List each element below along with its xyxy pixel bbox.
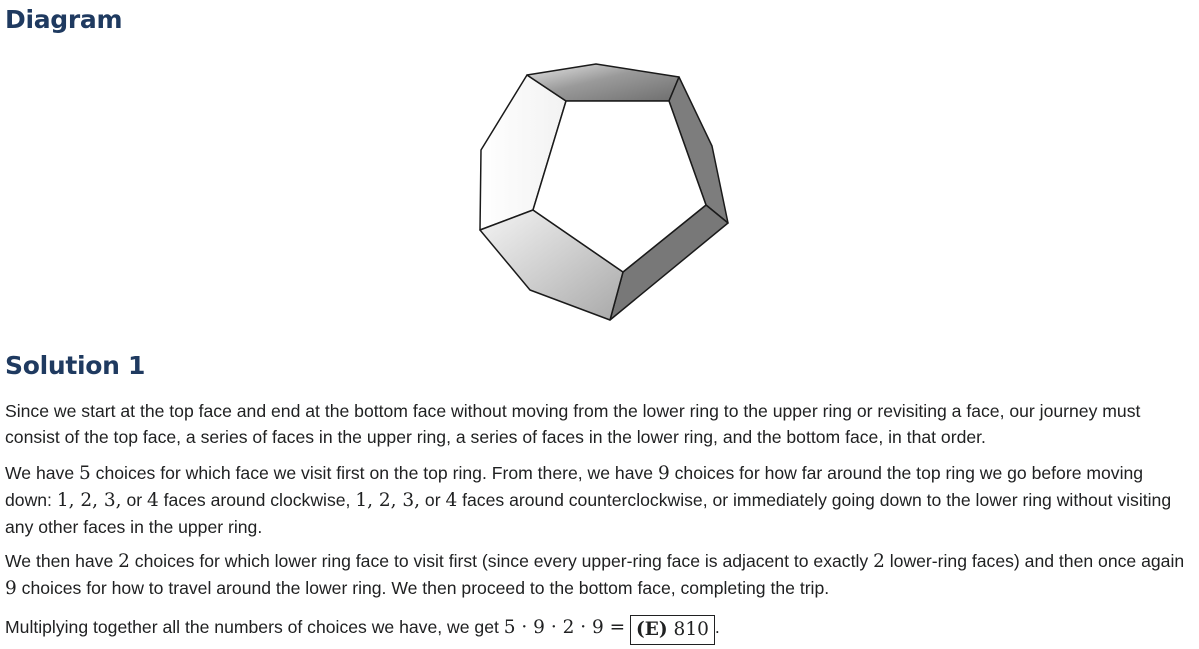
math-expression: 4 — [445, 490, 458, 511]
math-expression: 2 — [873, 551, 885, 572]
answer-value: 810 — [673, 619, 709, 640]
solution-paragraph-3: We then have 2 choices for which lower ring face to visit first (since every upper-ring face is adjacent to exactly 2 lower-ring faces) and then once again 9 choices for how to travel around the lower ring. We then proceed to the bottom face, completing the trip. — [5, 551, 1185, 599]
math-expression: 1, 2, 3, — [355, 490, 421, 511]
solution-paragraph-2: We have 5 choices for which face we visit first on the top ring. From there, we have 9 choices for how far around the top ring we go before moving down: 1, 2, 3, or 4 faces around clockwise, 1, 2, 3, or 4 faces around counterclockwise, or immediately going down to the lower ring without visiting any other faces in the upper ring. — [5, 463, 1172, 537]
math-expression: 5 — [79, 463, 91, 484]
math-expression: 9 — [5, 578, 17, 599]
answer-letter: (E) — [636, 619, 668, 640]
diagram-heading: Diagram — [5, 5, 123, 34]
boxed-answer — [630, 615, 715, 645]
math-expression: 2 — [118, 551, 130, 572]
math-expression: 4 — [146, 490, 159, 511]
math-expression: 1, 2, 3, — [56, 490, 122, 511]
math-expression: 9 — [657, 463, 670, 484]
solution-paragraph-4: Multiplying together all the numbers of choices we have, we get 5 · 9 · 2 · 9 = (E) 810 . — [5, 614, 1190, 645]
dodecahedron-icon — [476, 62, 732, 324]
solution-heading: Solution 1 — [5, 351, 146, 380]
solution-paragraph-1: Since we start at the top face and end at the bottom face without moving from the lower ring to the upper ring or revisiting a face, our journey must consist of the top face, a series of faces in the upper ring, a series of faces in the lower ring, and the bottom face, in that order. — [5, 401, 1141, 447]
math-expression: 5 · 9 · 2 · 9 = — [503, 617, 626, 638]
